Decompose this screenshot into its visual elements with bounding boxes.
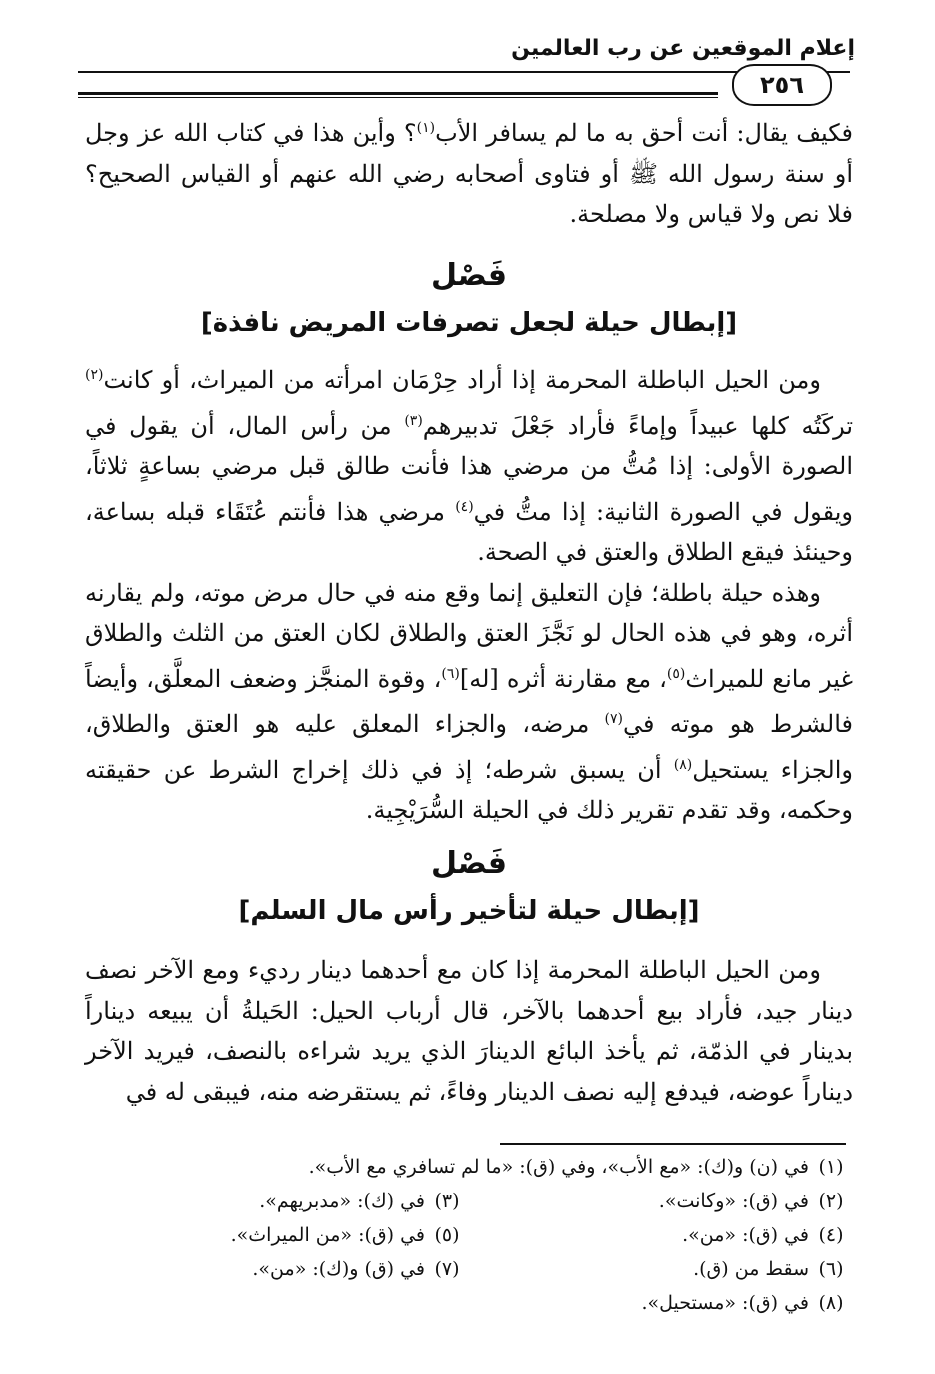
section-1-body: [85, 355, 853, 831]
footnote: [469, 1184, 853, 1218]
footnote-text: في (ك): «مدبريهم».: [259, 1190, 425, 1212]
footnote: [85, 1218, 469, 1252]
footnote-ref: (٣): [404, 412, 423, 429]
section-title: [إبطال حيلة لجعل تصرفات المريض نافذة]: [200, 308, 738, 338]
footnote-ref: (٧): [604, 711, 624, 727]
footnote-text: سقط من (ق).: [693, 1258, 809, 1280]
footnote: [469, 1218, 853, 1252]
text-run: تركَتُه كلها عبيداً وإماءً فأراد جَعْلَ تدبيرهم: [422, 411, 853, 440]
paragraph: [85, 573, 853, 831]
footnote-number: (٧): [434, 1258, 460, 1280]
footnote: [85, 1184, 469, 1218]
footnote-text: في (ق): «وكانت».: [658, 1190, 809, 1212]
section-label: فَصْل: [431, 258, 507, 293]
text-run: وهذه حيلة باطلة؛ فإن التعليق إنما وقع منه في حال مرض موته، ولم يقارنه أثره، وهو في هذه الحال لو نَجَّزَ العتق والطلاق لكان العتق من الثلث والطلاق غير مانع للميراث: [85, 578, 854, 693]
footnote-number: (٣): [434, 1190, 460, 1212]
header-rule-thick: [78, 92, 718, 95]
text-run: ، وقوة المنجَّز وضعف المعلَّق، وأيضاً فالشرط هو موته في: [85, 664, 853, 738]
footnote: [85, 1252, 469, 1286]
paragraph: ومن الحيل الباطلة المحرمة إذا كان مع أحدهما دينار رديء ومع الآخر نصف دينار جيد، فأراد بيع أحدهما بالآخر، قال أرباب الحيل: الحَيلةُ أن يبيعه ديناراً بدينار في الذمّة، ثم يأخذ البائع الدينارَ الذي يريد شراءه بالنصف، فيريد الآخر ديناراً عوضه، فيدفع إليه نصف الدينار وفاءً، ثم يستقرضه منه، فيبقى له في: [85, 956, 853, 1106]
footnote-number: (٥): [434, 1224, 460, 1246]
text-run: من رأس المال، أن يقول في الصورة الأولى: إذا مُتُّ من مرضي هذا فأنت طالق قبل مرضي بساعةٍ ثلاثاً، ويقول في الصورة الثانية: إذا متُّ في: [85, 411, 853, 526]
footnote-rule: [500, 1143, 846, 1145]
footnote-row: [85, 1252, 853, 1286]
footnote-ref: (٤): [455, 498, 474, 515]
footnote-number: (٦): [818, 1258, 844, 1280]
footnote-number: (٢): [818, 1190, 844, 1212]
header-rule-thin: [78, 97, 718, 98]
footnote-text: في (ق): «من».: [682, 1224, 809, 1246]
footnote-text: في (ق) و(ك): «من».: [252, 1258, 425, 1280]
footnote-ref: (٨): [673, 756, 693, 773]
text-run: مرضه، والجزاء المعلق عليه هو العتق والطلاق، والجزاء يستحيل: [85, 710, 853, 784]
footnote-row: [85, 1150, 853, 1184]
footnote-text: في (ق): «مستحيل».: [641, 1292, 809, 1314]
text-run: مرضي هذا فأنتم عُتَقَاء قبله بساعة، وحينئذ فيقع الطلاق والعتق في الصحة.: [85, 497, 853, 566]
text-run: ؟ وأين هذا في كتاب الله عز وجل أو سنة رسول الله ﷺ أو فتاوى أصحابه رضي الله عنهم أو القياس الصحيح؟ فلا نص ولا قياس ولا مصلحة.: [85, 119, 853, 228]
section-label: فَصْل: [431, 846, 507, 881]
footnote-number: (٨): [818, 1292, 844, 1314]
footnote-ref: (١): [416, 120, 436, 136]
running-title: إعلام الموقعين عن رب العالمين: [511, 36, 855, 61]
footnote: [641, 1286, 853, 1320]
text-run: ومن الحيل الباطلة المحرمة إذا أراد حِرْمَان امرأته من الميراث، أو كانت: [103, 366, 821, 394]
footnote-row: [85, 1286, 853, 1320]
section-2-body: [85, 950, 853, 1112]
footnote-number: (١): [818, 1156, 844, 1178]
page-number: ٢٥٦: [732, 64, 832, 106]
footnote-row: [85, 1218, 853, 1252]
footnote-text: في (ن) و(ك): «مع الأب»، وفي (ق): «ما لم تسافري مع الأب».: [308, 1156, 809, 1178]
paragraph: [85, 355, 853, 573]
footnote: [309, 1150, 853, 1184]
footnote-ref: (٦): [441, 665, 460, 682]
text-run: فكيف يقال: أنت أحق به ما لم يسافر الأب: [435, 119, 854, 147]
footnote-ref: (٢): [85, 367, 104, 383]
footnote-text: في (ق): «من الميراث».: [230, 1224, 425, 1246]
section-title: [إبطال حيلة لتأخير رأس مال السلم]: [238, 896, 700, 926]
footnote: [469, 1252, 853, 1286]
footnote-number: (٤): [818, 1224, 844, 1246]
opening-paragraph: [85, 108, 853, 235]
footnotes: [85, 1150, 853, 1320]
footnote-row: [85, 1184, 853, 1218]
text-run: أن يسبق شرطه؛ إذ في ذلك إخراج الشرط عن حقيقته وحكمه، وقد تقدم تقرير ذلك في الحيلة السُّرَيْجِية.: [85, 755, 853, 824]
text-run: ، مع مقارنة أثره [له]: [459, 664, 667, 693]
footnote-ref: (٥): [666, 665, 686, 682]
